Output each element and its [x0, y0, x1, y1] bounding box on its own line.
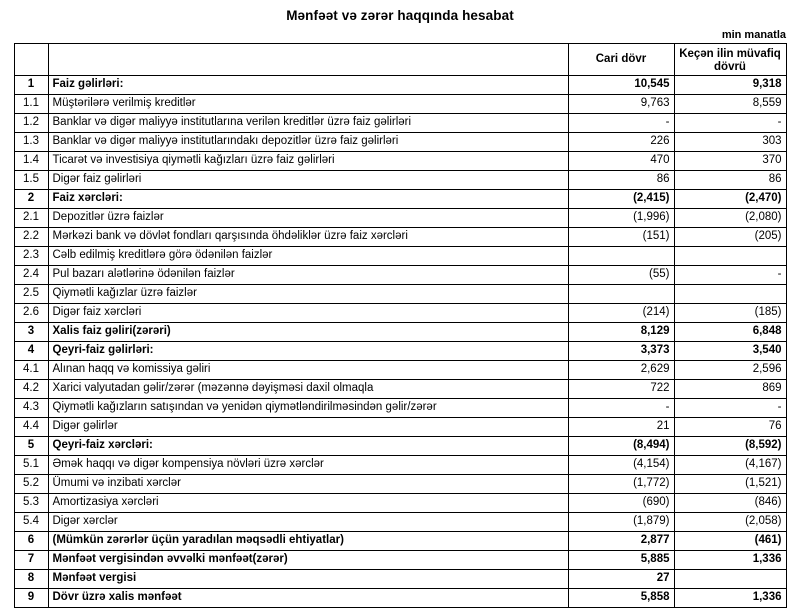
row-current-value: 722: [568, 379, 674, 398]
row-previous-value: (185): [674, 303, 786, 322]
table-row: [14, 341, 786, 360]
row-label: Digər faiz xərcləri: [48, 303, 568, 322]
table-row: [14, 94, 786, 113]
row-previous-value: (205): [674, 227, 786, 246]
table-row: [14, 531, 786, 550]
table-row: [14, 303, 786, 322]
row-label: Xalis faiz gəliri(zərəri): [48, 322, 568, 341]
row-label: Banklar və digər maliyyə institutlarındakı depozitlər üzrə faiz gəlirləri: [48, 132, 568, 151]
row-number: 6: [14, 531, 48, 550]
table-row: [14, 455, 786, 474]
table-row: [14, 246, 786, 265]
row-number: 5: [14, 436, 48, 455]
row-current-value: 5,858: [568, 588, 674, 607]
row-number: 5.4: [14, 512, 48, 531]
row-current-value: 27: [568, 569, 674, 588]
table-row: [14, 75, 786, 94]
row-previous-value: 9,318: [674, 75, 786, 94]
row-current-value: (1,772): [568, 474, 674, 493]
table-row: [14, 265, 786, 284]
row-previous-value: 3,540: [674, 341, 786, 360]
row-number: 1.4: [14, 151, 48, 170]
header-previous-period: Keçən ilin müvafiq dövrü: [674, 44, 786, 76]
row-number: 5.1: [14, 455, 48, 474]
row-previous-value: -: [674, 113, 786, 132]
row-number: 2.3: [14, 246, 48, 265]
row-previous-value: (2,058): [674, 512, 786, 531]
table-row: [14, 493, 786, 512]
row-current-value: [568, 284, 674, 303]
table-row: [14, 227, 786, 246]
row-label: Digər gəlirlər: [48, 417, 568, 436]
table-row: [14, 398, 786, 417]
row-number: 4.1: [14, 360, 48, 379]
table-row: [14, 113, 786, 132]
row-number: 1: [14, 75, 48, 94]
table-body: [14, 75, 786, 607]
row-previous-value: (8,592): [674, 436, 786, 455]
row-previous-value: 370: [674, 151, 786, 170]
row-number: 2.1: [14, 208, 48, 227]
row-current-value: 2,877: [568, 531, 674, 550]
row-label: Alınan haqq və komissiya gəliri: [48, 360, 568, 379]
row-current-value: 2,629: [568, 360, 674, 379]
row-label: Xarici valyutadan gəlir/zərər (məzənnə dəyişməsi daxil olmaqla: [48, 379, 568, 398]
row-current-value: 10,545: [568, 75, 674, 94]
row-label: Dövr üzrə xalis mənfəət: [48, 588, 568, 607]
table-row: [14, 474, 786, 493]
row-previous-value: 2,596: [674, 360, 786, 379]
row-number: 4: [14, 341, 48, 360]
row-previous-value: [674, 284, 786, 303]
row-current-value: 3,373: [568, 341, 674, 360]
row-previous-value: (2,470): [674, 189, 786, 208]
row-current-value: 5,885: [568, 550, 674, 569]
row-label: Amortizasiya xərcləri: [48, 493, 568, 512]
row-label: Qiymətli kağızlar üzrə faizlər: [48, 284, 568, 303]
row-number: 1.1: [14, 94, 48, 113]
row-label: Depozitlər üzrə faizlər: [48, 208, 568, 227]
row-previous-value: (4,167): [674, 455, 786, 474]
table-row: [14, 322, 786, 341]
table-row: [14, 379, 786, 398]
header-num: [14, 44, 48, 76]
row-label: Mənfəət vergisi: [48, 569, 568, 588]
row-previous-value: [674, 569, 786, 588]
row-number: 1.5: [14, 170, 48, 189]
row-label: Qeyri-faiz xərcləri:: [48, 436, 568, 455]
row-previous-value: (461): [674, 531, 786, 550]
header-current-period: Cari dövr: [568, 44, 674, 76]
table-row: [14, 588, 786, 607]
row-label: Ticarət və investisiya qiymətli kağızları üzrə faiz gəlirləri: [48, 151, 568, 170]
row-current-value: (151): [568, 227, 674, 246]
table-row: [14, 132, 786, 151]
row-current-value: 86: [568, 170, 674, 189]
table-row: [14, 550, 786, 569]
row-label: Digər faiz gəlirləri: [48, 170, 568, 189]
row-previous-value: -: [674, 398, 786, 417]
row-label: Mərkəzi bank və dövlət fondları qarşısında öhdəliklər üzrə faiz xərcləri: [48, 227, 568, 246]
row-number: 9: [14, 588, 48, 607]
row-label: Faiz xərcləri:: [48, 189, 568, 208]
row-number: 8: [14, 569, 48, 588]
row-previous-value: 869: [674, 379, 786, 398]
row-number: 1.2: [14, 113, 48, 132]
row-current-value: 8,129: [568, 322, 674, 341]
row-current-value: (1,996): [568, 208, 674, 227]
table-header: [14, 44, 786, 76]
row-current-value: (55): [568, 265, 674, 284]
units-label: min manatla: [721, 29, 786, 41]
table-row: [14, 360, 786, 379]
table-row: [14, 189, 786, 208]
row-label: Banklar və digər maliyyə institutlarına verilən kreditlər üzrə faiz gəlirləri: [48, 113, 568, 132]
row-number: 4.2: [14, 379, 48, 398]
row-previous-value: 6,848: [674, 322, 786, 341]
table-row: [14, 151, 786, 170]
row-previous-value: 8,559: [674, 94, 786, 113]
table-row: [14, 417, 786, 436]
table-header-row: [14, 44, 786, 76]
row-number: 7: [14, 550, 48, 569]
row-label: Pul bazarı alətlərinə ödənilən faizlər: [48, 265, 568, 284]
row-previous-value: (2,080): [674, 208, 786, 227]
row-label: (Mümkün zərərlər üçün yaradılan məqsədli ehtiyatlar): [48, 531, 568, 550]
row-current-value: -: [568, 398, 674, 417]
row-number: 4.3: [14, 398, 48, 417]
row-number: 2.4: [14, 265, 48, 284]
row-label: Faiz gəlirləri:: [48, 75, 568, 94]
table-row: [14, 284, 786, 303]
row-current-value: [568, 246, 674, 265]
row-label: Ümumi və inzibati xərclər: [48, 474, 568, 493]
row-label: Əmək haqqı və digər kompensiya növləri üzrə xərclər: [48, 455, 568, 474]
page-title: Mənfəət və zərər haqqında hesabat: [286, 8, 514, 23]
row-label: Müştərilərə verilmiş kreditlər: [48, 94, 568, 113]
row-number: 1.3: [14, 132, 48, 151]
table-row: [14, 170, 786, 189]
row-previous-value: [674, 246, 786, 265]
row-current-value: (2,415): [568, 189, 674, 208]
row-number: 2: [14, 189, 48, 208]
table-row: [14, 436, 786, 455]
table-row: [14, 569, 786, 588]
row-previous-value: 76: [674, 417, 786, 436]
row-previous-value: (1,521): [674, 474, 786, 493]
row-previous-value: 86: [674, 170, 786, 189]
row-current-value: (690): [568, 493, 674, 512]
table-row: [14, 512, 786, 531]
row-label: Mənfəət vergisindən əvvəlki mənfəət(zərər): [48, 550, 568, 569]
table-row: [14, 208, 786, 227]
row-previous-value: 303: [674, 132, 786, 151]
row-number: 3: [14, 322, 48, 341]
row-current-value: 9,763: [568, 94, 674, 113]
header-name: [48, 44, 568, 76]
row-current-value: -: [568, 113, 674, 132]
row-current-value: (8,494): [568, 436, 674, 455]
row-label: Qiymətli kağızların satışından və yenidən qiymətləndirilməsindən gəlir/zərər: [48, 398, 568, 417]
row-current-value: 226: [568, 132, 674, 151]
profit-loss-table: [14, 43, 787, 608]
row-current-value: (4,154): [568, 455, 674, 474]
row-previous-value: (846): [674, 493, 786, 512]
row-number: 2.6: [14, 303, 48, 322]
row-previous-value: 1,336: [674, 550, 786, 569]
row-label: Cəlb edilmiş kreditlərə görə ödənilən faizlər: [48, 246, 568, 265]
row-current-value: 21: [568, 417, 674, 436]
row-label: Digər xərclər: [48, 512, 568, 531]
row-number: 5.3: [14, 493, 48, 512]
row-previous-value: 1,336: [674, 588, 786, 607]
row-label: Qeyri-faiz gəlirləri:: [48, 341, 568, 360]
row-current-value: (214): [568, 303, 674, 322]
row-current-value: 470: [568, 151, 674, 170]
row-number: 2.2: [14, 227, 48, 246]
row-number: 5.2: [14, 474, 48, 493]
row-current-value: (1,879): [568, 512, 674, 531]
row-number: 2.5: [14, 284, 48, 303]
row-previous-value: -: [674, 265, 786, 284]
row-number: 4.4: [14, 417, 48, 436]
